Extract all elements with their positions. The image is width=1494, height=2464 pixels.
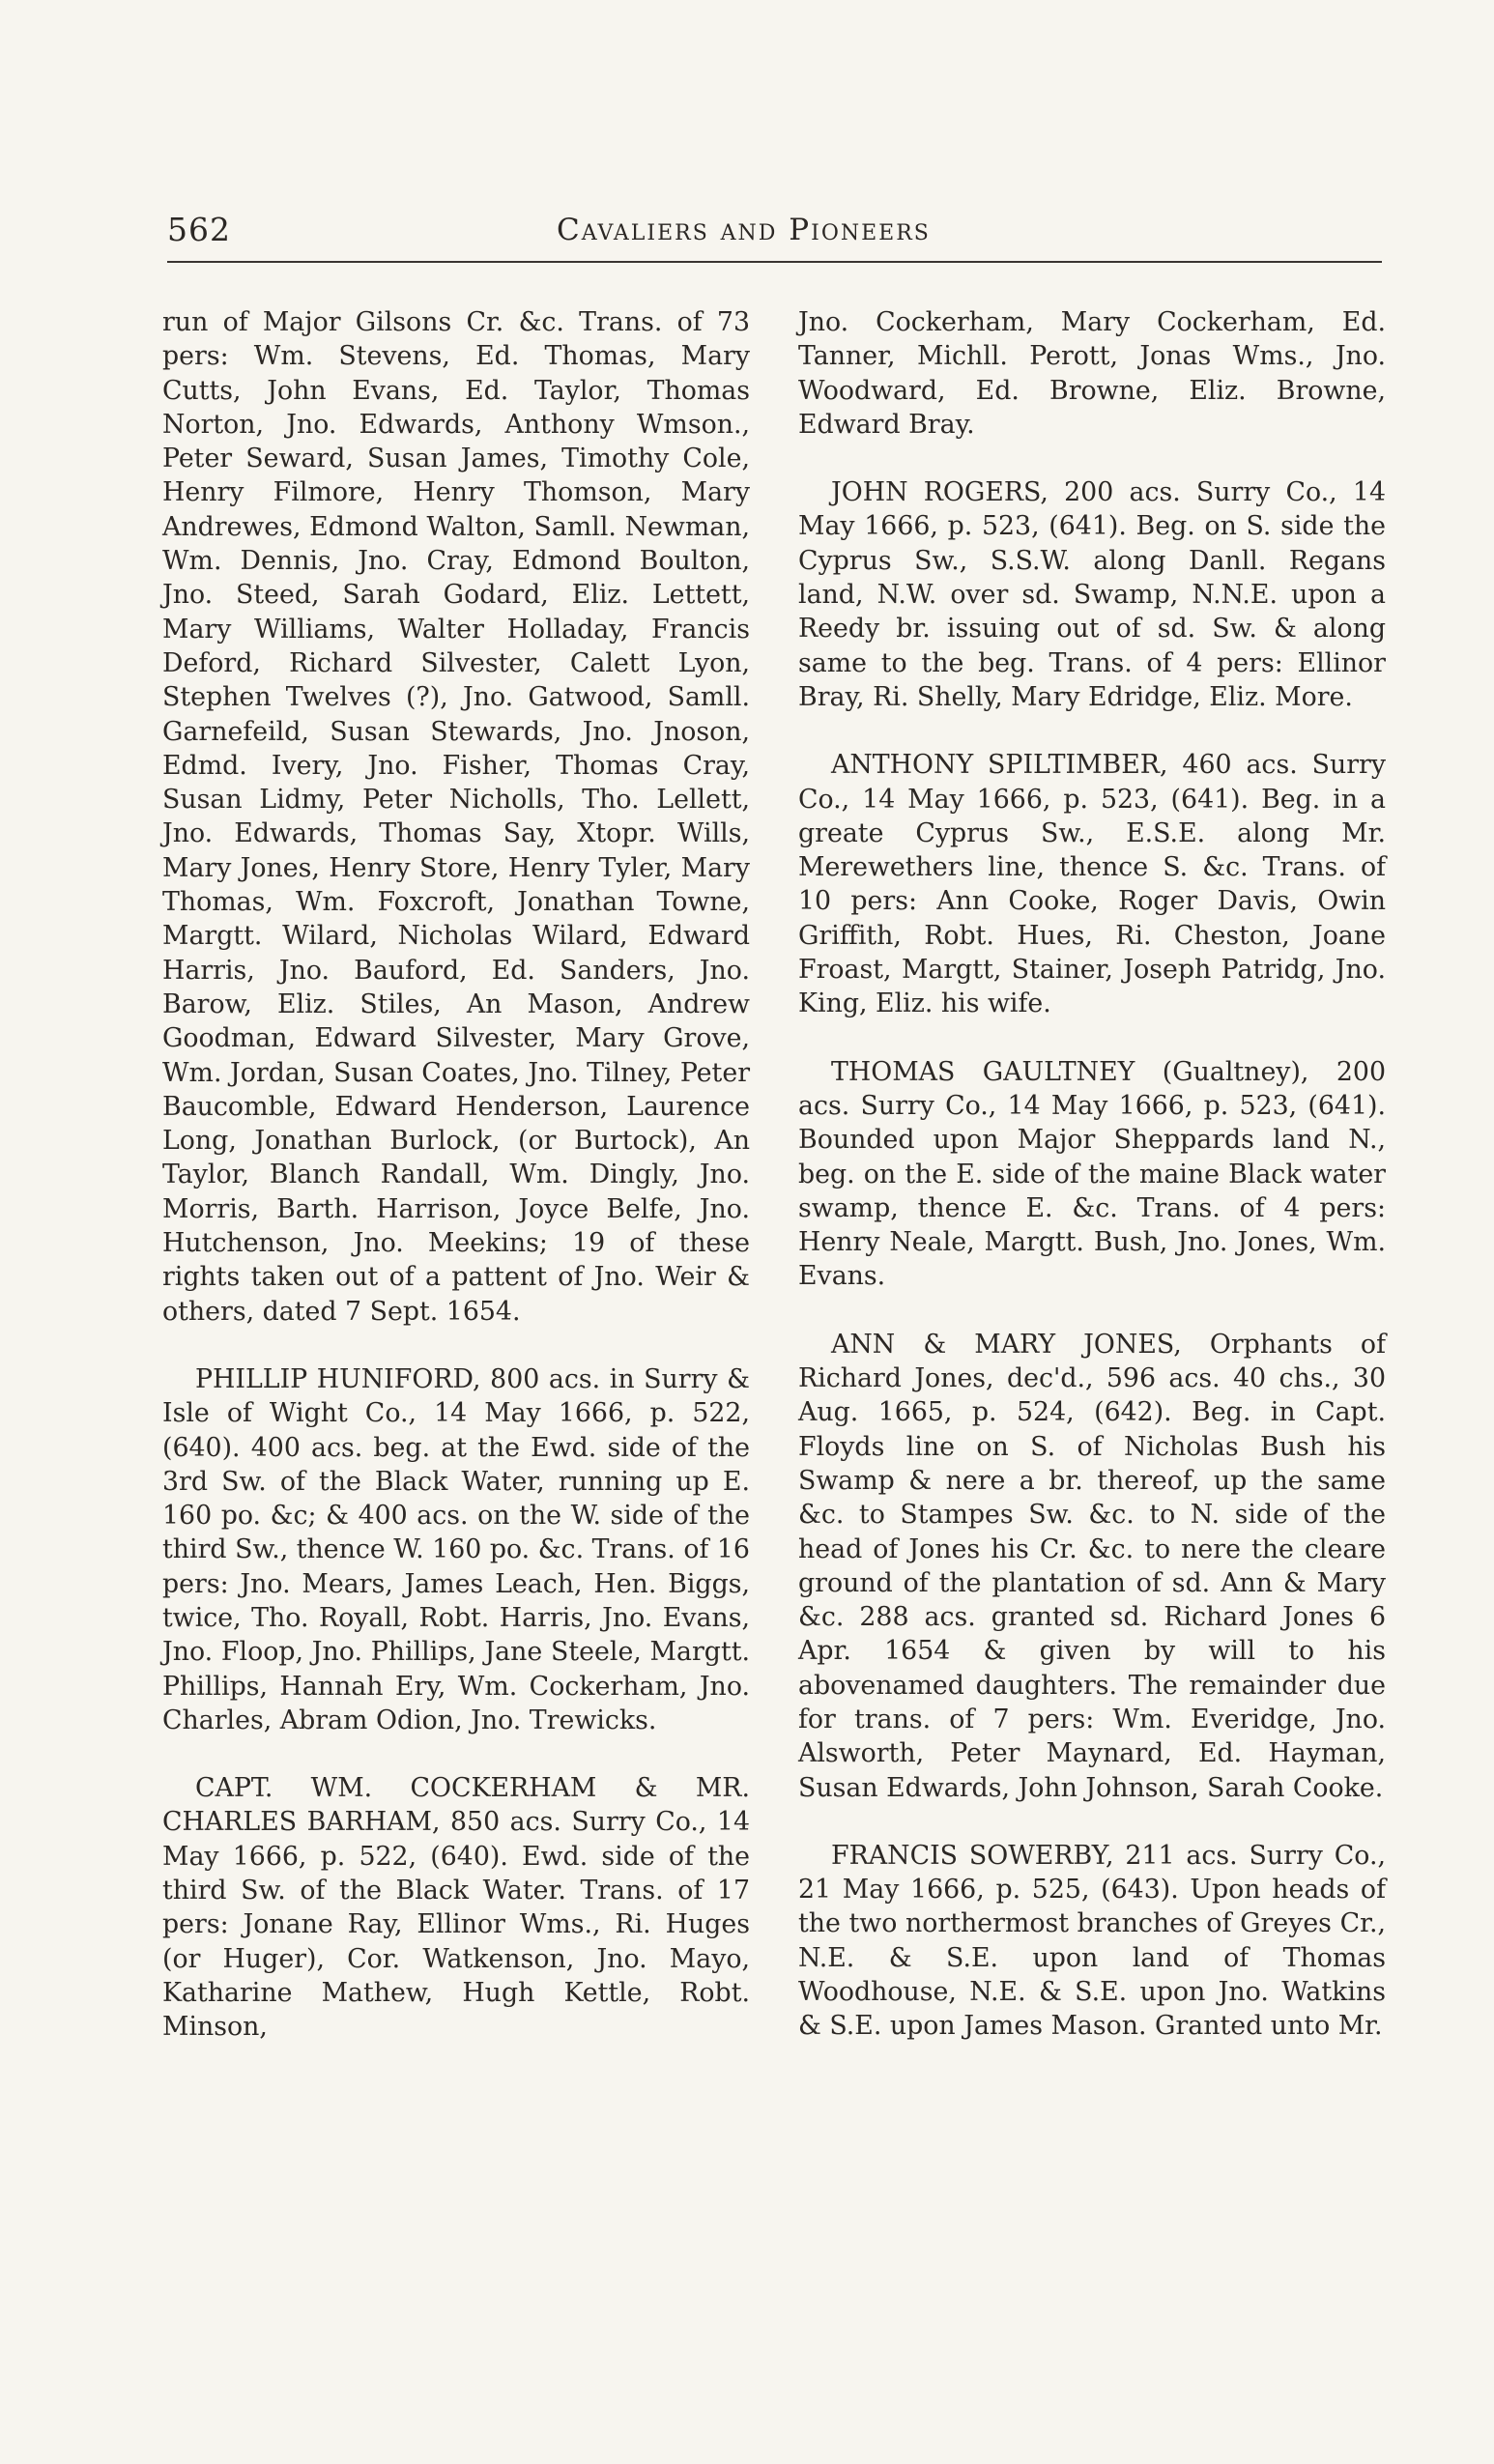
entry-thomas-gaultney: THOMAS GAULTNEY (Gualtney), 200 acs. Surry Co., 14 May 1666, p. 523, (641). Bounded upon Major Sheppards land N., beg. on the E. side of the maine Black water swamp, thence E. &c. Trans. of 4 pers: Henry Neale, Margtt. Bush, Jno. Jones, Wm. Evans.	[798, 1056, 1386, 1292]
entry-continuation: Jno. Cockerham, Mary Cockerham, Ed. Tanner, Michll. Perott, Jonas Wms., Jno. Woodward, Ed. Browne, Eliz. Browne, Edward Bray.	[798, 307, 1386, 440]
left-column	[162, 305, 750, 2078]
entry-phillip-huniford: PHILLIP HUNIFORD, 800 acs. in Surry & Isle of Wight Co., 14 May 1666, p. 522, (640). 400 acs. beg. at the Ewd. side of the 3rd Sw. of the Black Water, running up E. 160 po. &c; & 400 acs. on the W. side of the third Sw., thence W. 160 po. &c. Trans. of 16 pers: Jno. Mears, James Leach, Hen. Biggs, twice, Tho. Royall, Robt. Harris, Jno. Evans, Jno. Floop, Jno. Phillips, Jane Steele, Margtt. Phillips, Hannah Ery, Wm. Cockerham, Jno. Charles, Abram Odion, Jno. Trewicks.	[162, 1363, 750, 1735]
entry-anthony-spiltimber: ANTHONY SPILTIMBER, 460 acs. Surry Co., 14 May 1666, p. 523, (641). Beg. in a greate Cyprus Sw., E.S.E. along Mr. Merewethers line, thence S. &c. Trans. of 10 pers: Ann Cooke, Roger Davis, Owin Griffith, Robt. Hues, Ri. Cheston, Joane Froast, Margtt, Stainer, Joseph Patridg, Jno. King, Eliz. his wife.	[798, 750, 1386, 1019]
right-column	[798, 305, 1386, 2077]
entry-ann-mary-jones: ANN & MARY JONES, Orphants of Richard Jones, dec'd., 596 acs. 40 chs., 30 Aug. 1665, p. 524, (642). Beg. in Capt. Floyds line on S. of Nicholas Bush his Swamp & nere a br. thereof, up the same &c. to Stampes Sw. &c. to N. side of the head of Jones his Cr. &c. to nere the cleare ground of the plantation of sd. Ann & Mary &c. 288 acs. granted sd. Richard Jones 6 Apr. 1654 & given by will to his abovenamed daughters. The remainder due for trans. of 7 pers: Wm. Everidge, Jno. Alsworth, Peter Maynard, Ed. Hayman, Susan Edwards, John Johnson, Sarah Cooke.	[798, 1329, 1386, 1803]
entry-cockerham-barham: CAPT. WM. COCKERHAM & MR. CHARLES BARHAM, 850 acs. Surry Co., 14 May 1666, p. 522, (640). Ewd. side of the third Sw. of the Black Water. Trans. of 17 pers: Jonane Ray, Ellinor Wms., Ri. Huges (or Huger), Cor. Watkenson, Jno. Mayo, Katharine Mathew, Hugh Kettle, Robt. Minson,	[162, 1773, 750, 2043]
page-number: 562	[167, 211, 231, 248]
entry-continuation: run of Major Gilsons Cr. &c. Trans. of 73 pers: Wm. Stevens, Ed. Thomas, Mary Cutts, John Evans, Ed. Taylor, Thomas Norton, Jno. Edwards, Anthony Wmson., Peter Seward, Susan James, Timothy Cole, Henry Filmore, Henry Thomson, Mary Andrewes, Edmond Walton, Samll. Newman, Wm. Dennis, Jno. Cray, Edmond Boulton, Jno. Steed, Sarah Godard, Eliz. Lettett, Mary Williams, Walter Holladay, Francis Deford, Richard Silvester, Calett Lyon, Stephen Twelves (?), Jno. Gatwood, Samll. Garnefeild, Susan Stewards, Jno. Jnoson, Edmd. Ivery, Jno. Fisher, Thomas Cray, Susan Lidmy, Peter Nicholls, Tho. Lellett, Jno. Edwards, Thomas Say, Xtopr. Wills, Mary Jones, Henry Store, Henry Tyler, Mary Thomas, Wm. Foxcroft, Jonathan Towne, Margtt. Wilard, Nicholas Wilard, Edward Harris, Jno. Bauford, Ed. Sanders, Jno. Barow, Eliz. Stiles, An Mason, Andrew Goodman, Edward Silvester, Mary Grove, Wm. Jordan, Susan Coates, Jno. Tilney, Peter Baucomble, Edward Henderson, Laurence Long, Jonathan Burlock, (or Burtock), An Taylor, Blanch Randall, Wm. Dingly, Jno. Morris, Barth. Harrison, Joyce Belfe, Jno. Hutchenson, Jno. Meekins; 19 of these rights taken out of a pattent of Jno. Weir & others, dated 7 Sept. 1654.	[162, 307, 750, 1327]
entry-francis-sowerby: FRANCIS SOWERBY, 211 acs. Surry Co., 21 May 1666, p. 525, (643). Upon heads of the two northermost branches of Greyes Cr., N.E. & S.E. upon land of Thomas Woodhouse, N.E. & S.E. upon Jno. Watkins & S.E. upon James Mason. Granted unto Mr.	[798, 1840, 1386, 2042]
entry-john-rogers: JOHN ROGERS, 200 acs. Surry Co., 14 May 1666, p. 523, (641). Beg. on S. side the Cyprus Sw., S.S.W. along Danll. Regans land, N.W. over sd. Swamp, N.N.E. upon a Reedy br. issuing out of sd. Sw. & along same to the beg. Trans. of 4 pers: Ellinor Bray, Ri. Shelly, Mary Edridge, Eliz. More.	[798, 477, 1386, 712]
running-title: Cavaliers and Pioneers	[557, 213, 931, 247]
page-header	[167, 201, 1382, 263]
